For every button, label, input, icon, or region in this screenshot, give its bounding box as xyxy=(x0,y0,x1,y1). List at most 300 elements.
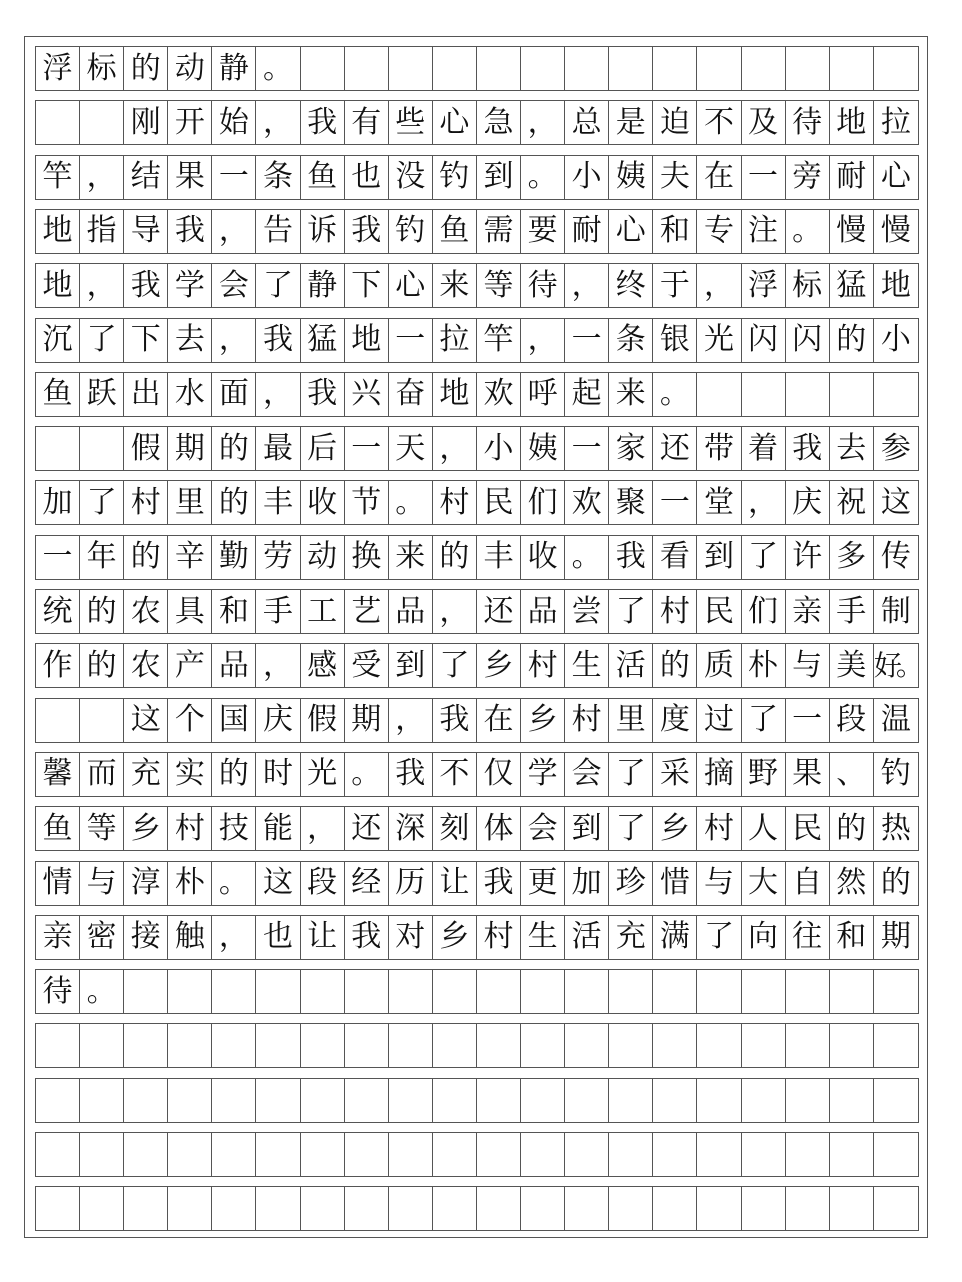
grid-row xyxy=(35,1023,919,1068)
grid-cell xyxy=(80,101,124,144)
grid-cell xyxy=(345,1133,389,1176)
grid-cell: 品 xyxy=(389,590,433,633)
grid-cell: 参 xyxy=(880,430,911,466)
grid-cell xyxy=(36,427,80,470)
grid-cell xyxy=(80,1187,124,1230)
grid-cell: 乡 xyxy=(653,807,697,850)
grid-cell: 。 xyxy=(256,47,300,90)
grid-cell: 村 xyxy=(433,481,477,524)
grid-cell: 钓 xyxy=(433,156,477,199)
grid-cell xyxy=(168,1079,212,1122)
grid-cell xyxy=(168,970,212,1013)
grid-cell: 品 xyxy=(212,644,256,687)
grid-cell: 总 xyxy=(565,101,609,144)
grid-cell: 向 xyxy=(742,916,786,959)
grid-cell: 祝 xyxy=(830,481,874,524)
grid-row xyxy=(35,969,919,1014)
grid-cell: 实 xyxy=(168,753,212,796)
grid-cell: 结 xyxy=(124,156,168,199)
grid-row xyxy=(35,209,919,254)
grid-cell: 等 xyxy=(477,264,521,307)
grid-cell xyxy=(345,1079,389,1122)
grid-cell: 手 xyxy=(830,590,874,633)
grid-cell: 刚 xyxy=(124,101,168,144)
grid-cell: 往 xyxy=(786,916,830,959)
grid-cell: 乡 xyxy=(433,916,477,959)
grid-cell: 拉 xyxy=(433,319,477,362)
grid-cell: 在 xyxy=(477,699,521,742)
grid-cell: 小 xyxy=(477,427,521,470)
grid-cell: ， xyxy=(80,156,124,199)
grid-cell xyxy=(830,373,874,416)
grid-cell: 对 xyxy=(389,916,433,959)
grid-cell: 跃 xyxy=(80,373,124,416)
grid-cell: 满 xyxy=(653,916,697,959)
grid-cell: 了 xyxy=(433,644,477,687)
grid-cell: 我 xyxy=(301,373,345,416)
grid-cell xyxy=(212,1024,256,1067)
grid-cell: 村 xyxy=(168,807,212,850)
grid-cell xyxy=(653,1187,697,1230)
grid-cell xyxy=(653,1079,697,1122)
grid-cell xyxy=(874,1187,918,1230)
grid-cell xyxy=(80,1133,124,1176)
grid-cell: 勤 xyxy=(212,536,256,579)
grid-cell: 惜 xyxy=(653,862,697,905)
grid-cell xyxy=(521,970,565,1013)
grid-cell xyxy=(477,47,521,90)
grid-cell xyxy=(521,1133,565,1176)
grid-cell: 人 xyxy=(742,807,786,850)
grid-cell xyxy=(477,1024,521,1067)
grid-cell: 的 xyxy=(433,536,477,579)
grid-cell xyxy=(168,1187,212,1230)
grid-cell: 到 xyxy=(565,807,609,850)
grid-cell: 我 xyxy=(124,264,168,307)
grid-cell: 感 xyxy=(301,644,345,687)
grid-cell: 地 xyxy=(36,210,80,253)
grid-cell: 于 xyxy=(653,264,697,307)
grid-cell xyxy=(36,1024,80,1067)
grid-cell xyxy=(433,1133,477,1176)
grid-cell: 乡 xyxy=(477,644,521,687)
grid-cell: 工 xyxy=(301,590,345,633)
grid-cell: 去 xyxy=(168,319,212,362)
grid-cell xyxy=(609,1187,653,1230)
grid-cell: 姨 xyxy=(521,427,565,470)
grid-cell: 。 xyxy=(389,481,433,524)
grid-row xyxy=(35,589,919,634)
grid-cell xyxy=(697,970,741,1013)
grid-row xyxy=(35,1132,919,1177)
grid-cell xyxy=(212,1079,256,1122)
grid-cell: 我 xyxy=(477,862,521,905)
grid-cell: 心 xyxy=(609,210,653,253)
grid-cell: ， xyxy=(389,699,433,742)
grid-cell xyxy=(521,1079,565,1122)
grid-cell: 闪 xyxy=(742,319,786,362)
grid-cell: 耐 xyxy=(565,210,609,253)
grid-cell: 面 xyxy=(212,373,256,416)
grid-row xyxy=(35,535,919,580)
grid-cell: 还 xyxy=(653,427,697,470)
grid-cell: 姨 xyxy=(609,156,653,199)
grid-row xyxy=(35,1186,919,1231)
grid-cell: 下 xyxy=(124,319,168,362)
grid-cell: 心 xyxy=(433,101,477,144)
grid-cell xyxy=(786,373,830,416)
grid-cell: 民 xyxy=(477,481,521,524)
grid-cell: 里 xyxy=(609,699,653,742)
grid-cell xyxy=(168,1024,212,1067)
grid-cell: 仅 xyxy=(477,753,521,796)
grid-cell: 会 xyxy=(521,807,565,850)
grid-cell xyxy=(124,1079,168,1122)
grid-cell: ， xyxy=(301,807,345,850)
grid-cell xyxy=(565,1024,609,1067)
grid-cell: 技 xyxy=(212,807,256,850)
grid-cell: 看 xyxy=(653,536,697,579)
grid-cell: 野 xyxy=(742,753,786,796)
grid-cell: ， xyxy=(256,101,300,144)
grid-cell: ， xyxy=(256,644,300,687)
grid-cell xyxy=(830,1024,874,1067)
grid-cell xyxy=(389,970,433,1013)
grid-cell: 节 xyxy=(345,481,389,524)
grid-cell: 民 xyxy=(697,590,741,633)
grid-cell xyxy=(301,1133,345,1176)
grid-cell: 的 xyxy=(212,753,256,796)
grid-cell xyxy=(565,1079,609,1122)
grid-cell xyxy=(609,47,653,90)
grid-cell: 了 xyxy=(609,807,653,850)
grid-cell: 鱼 xyxy=(36,807,80,850)
grid-cell: 一 xyxy=(345,427,389,470)
grid-cell: 竿 xyxy=(477,319,521,362)
grid-cell: 最 xyxy=(256,427,300,470)
grid-cell: ， xyxy=(565,264,609,307)
grid-cell: 热 xyxy=(880,810,911,846)
grid-cell xyxy=(786,1133,830,1176)
grid-cell xyxy=(80,1079,124,1122)
grid-cell: 村 xyxy=(653,590,697,633)
grid-cell: 慢 xyxy=(880,213,911,249)
grid-cell: 条 xyxy=(609,319,653,362)
grid-cell: 们 xyxy=(742,590,786,633)
grid-cell: 了 xyxy=(697,916,741,959)
grid-cell: 夫 xyxy=(653,156,697,199)
grid-cell: 我 xyxy=(345,210,389,253)
grid-cell xyxy=(786,47,830,90)
grid-cell: 多 xyxy=(830,536,874,579)
grid-cell: 过 xyxy=(697,699,741,742)
grid-cell xyxy=(609,970,653,1013)
grid-cell: 充 xyxy=(609,916,653,959)
grid-cell xyxy=(389,1024,433,1067)
grid-cell: 收 xyxy=(301,481,345,524)
grid-cell xyxy=(653,47,697,90)
grid-cell: 活 xyxy=(609,644,653,687)
grid-cell xyxy=(521,1024,565,1067)
grid-cell: 竿 xyxy=(36,156,80,199)
grid-cell: 地 xyxy=(830,101,874,144)
grid-cell: 亲 xyxy=(786,590,830,633)
grid-cell: 不 xyxy=(433,753,477,796)
grid-cell: 欢 xyxy=(565,481,609,524)
grid-row xyxy=(35,698,919,743)
grid-cell xyxy=(786,1024,830,1067)
grid-cell: 带 xyxy=(697,427,741,470)
grid-cell: 的 xyxy=(124,47,168,90)
grid-cell: 光 xyxy=(697,319,741,362)
grid-cell: 。 xyxy=(653,373,697,416)
grid-cell: 呼 xyxy=(521,373,565,416)
grid-cell xyxy=(80,427,124,470)
grid-cell: 动 xyxy=(168,47,212,90)
grid-cell: 浮 xyxy=(36,47,80,90)
grid-cell: 到 xyxy=(477,156,521,199)
grid-cell: 国 xyxy=(212,699,256,742)
grid-cell: 珍 xyxy=(609,862,653,905)
grid-cell: 了 xyxy=(609,753,653,796)
grid-cell: 质 xyxy=(697,644,741,687)
grid-cell: 生 xyxy=(565,644,609,687)
grid-cell: 尝 xyxy=(565,590,609,633)
grid-cell: 慢 xyxy=(830,210,874,253)
grid-cell: 迫 xyxy=(653,101,697,144)
grid-row xyxy=(35,752,919,797)
grid-cell: 及 xyxy=(742,101,786,144)
grid-cell: 美 xyxy=(830,644,874,687)
grid-cell: 收 xyxy=(521,536,565,579)
grid-cell xyxy=(345,970,389,1013)
grid-cell: 假 xyxy=(301,699,345,742)
grid-cell xyxy=(697,1079,741,1122)
grid-cell: 活 xyxy=(565,916,609,959)
grid-cell: 专 xyxy=(697,210,741,253)
grid-cell xyxy=(521,47,565,90)
grid-cell: 期 xyxy=(880,919,911,955)
grid-cell: 摘 xyxy=(697,753,741,796)
grid-cell xyxy=(697,1024,741,1067)
grid-cell: 果 xyxy=(168,156,212,199)
grid-cell: 我 xyxy=(345,916,389,959)
grid-cell: 刻 xyxy=(433,807,477,850)
grid-cell: 庆 xyxy=(256,699,300,742)
grid-cell: 学 xyxy=(521,753,565,796)
grid-cell: 期 xyxy=(168,427,212,470)
grid-cell: 终 xyxy=(609,264,653,307)
grid-cell: 猛 xyxy=(301,319,345,362)
grid-cell xyxy=(477,970,521,1013)
grid-cell: 乡 xyxy=(124,807,168,850)
grid-cell: 淳 xyxy=(124,862,168,905)
grid-cell xyxy=(433,1187,477,1230)
grid-cell: 农 xyxy=(124,644,168,687)
grid-cell xyxy=(301,1024,345,1067)
grid-cell: 年 xyxy=(80,536,124,579)
grid-cell: 触 xyxy=(168,916,212,959)
grid-cell: 辛 xyxy=(168,536,212,579)
grid-cell: 去 xyxy=(830,427,874,470)
grid-cell: ， xyxy=(80,264,124,307)
grid-cell: 急 xyxy=(477,101,521,144)
grid-cell xyxy=(345,1024,389,1067)
grid-cell: 地 xyxy=(36,264,80,307)
grid-cell: 这 xyxy=(880,484,911,520)
grid-cell: 受 xyxy=(345,644,389,687)
grid-cell: 一 xyxy=(389,319,433,362)
grid-cell: 的 xyxy=(830,807,874,850)
grid-cell: 来 xyxy=(609,373,653,416)
grid-cell: 小 xyxy=(565,156,609,199)
grid-cell: 庆 xyxy=(786,481,830,524)
grid-cell xyxy=(389,47,433,90)
grid-cell xyxy=(565,1187,609,1230)
grid-cell xyxy=(212,970,256,1013)
grid-cell xyxy=(742,1133,786,1176)
grid-cell: 的 xyxy=(80,644,124,687)
grid-cell: 里 xyxy=(168,481,212,524)
grid-cell xyxy=(36,101,80,144)
grid-cell xyxy=(477,1187,521,1230)
grid-cell: 和 xyxy=(830,916,874,959)
grid-cell: 体 xyxy=(477,807,521,850)
grid-row xyxy=(35,155,919,200)
grid-cell xyxy=(256,1024,300,1067)
grid-cell xyxy=(653,1133,697,1176)
grid-cell: 朴 xyxy=(742,644,786,687)
grid-cell xyxy=(36,1187,80,1230)
grid-cell: 一 xyxy=(565,427,609,470)
grid-cell: 与 xyxy=(80,862,124,905)
grid-cell: 充 xyxy=(124,753,168,796)
grid-cell xyxy=(389,1079,433,1122)
grid-cell xyxy=(301,47,345,90)
grid-cell: 丰 xyxy=(477,536,521,579)
grid-cell: ， xyxy=(212,916,256,959)
grid-cell: 了 xyxy=(80,319,124,362)
grid-cell: 欢 xyxy=(477,373,521,416)
grid-cell: 经 xyxy=(345,862,389,905)
grid-row xyxy=(35,806,919,851)
grid-cell: 我 xyxy=(433,699,477,742)
grid-cell xyxy=(830,47,874,90)
grid-cell xyxy=(256,1079,300,1122)
grid-cell xyxy=(345,1187,389,1230)
grid-cell: 一 xyxy=(742,156,786,199)
grid-cell: 、 xyxy=(830,753,874,796)
grid-cell xyxy=(742,1024,786,1067)
grid-cell: 村 xyxy=(697,807,741,850)
grid-cell xyxy=(124,1024,168,1067)
grid-cell: 待 xyxy=(521,264,565,307)
grid-cell: 历 xyxy=(389,862,433,905)
grid-cell: 一 xyxy=(653,481,697,524)
grid-cell: 村 xyxy=(477,916,521,959)
grid-cell: 统 xyxy=(36,590,80,633)
grid-cell: 的 xyxy=(830,319,874,362)
grid-cell: 。 xyxy=(565,536,609,579)
grid-cell: 是 xyxy=(609,101,653,144)
grid-cell: 来 xyxy=(389,536,433,579)
grid-cell xyxy=(433,970,477,1013)
grid-cell xyxy=(301,970,345,1013)
grid-cell: 光 xyxy=(301,753,345,796)
grid-cell: ， xyxy=(697,264,741,307)
grid-cell xyxy=(389,1133,433,1176)
grid-cell: 心 xyxy=(880,159,911,195)
grid-cell: 深 xyxy=(389,807,433,850)
grid-cell: 小 xyxy=(880,322,911,357)
grid-cell: 馨 xyxy=(36,753,80,796)
grid-cell xyxy=(36,1079,80,1122)
grid-cell xyxy=(786,1079,830,1122)
grid-cell xyxy=(301,1079,345,1122)
grid-cell: 猛 xyxy=(830,264,874,307)
grid-cell: 温 xyxy=(880,702,911,738)
grid-cell xyxy=(124,970,168,1013)
grid-cell: 丰 xyxy=(256,481,300,524)
grid-cell: 下 xyxy=(345,264,389,307)
grid-cell xyxy=(477,1133,521,1176)
grid-cell: 标 xyxy=(80,47,124,90)
grid-cell: 在 xyxy=(697,156,741,199)
grid-cell: 了 xyxy=(609,590,653,633)
composition-grid-sheet xyxy=(24,36,928,1238)
grid-cell: 作 xyxy=(36,644,80,687)
grid-cell: 一 xyxy=(565,319,609,362)
grid-cell: 天 xyxy=(389,427,433,470)
grid-cell: 制 xyxy=(880,593,911,629)
grid-row xyxy=(35,372,919,417)
grid-cell: 段 xyxy=(830,699,874,742)
grid-cell: 水 xyxy=(168,373,212,416)
grid-cell: ， xyxy=(212,210,256,253)
grid-cell: 了 xyxy=(256,264,300,307)
grid-cell: 许 xyxy=(786,536,830,579)
grid-cell: 与 xyxy=(786,644,830,687)
grid-cell: 闪 xyxy=(786,319,830,362)
grid-cell: 和 xyxy=(653,210,697,253)
grid-cell xyxy=(874,970,918,1013)
grid-cell: 地 xyxy=(880,267,911,303)
grid-cell: 旁 xyxy=(786,156,830,199)
grid-cell: 堂 xyxy=(697,481,741,524)
grid-cell xyxy=(609,1079,653,1122)
grid-cell: ， xyxy=(433,427,477,470)
grid-cell: 与 xyxy=(697,862,741,905)
grid-cell: 家 xyxy=(609,427,653,470)
grid-cell: 有 xyxy=(345,101,389,144)
grid-row xyxy=(35,100,919,145)
grid-cell: 自 xyxy=(786,862,830,905)
grid-cell: 了 xyxy=(742,536,786,579)
grid-cell: 也 xyxy=(345,156,389,199)
grid-cell: 亲 xyxy=(36,916,80,959)
grid-cell: 让 xyxy=(301,916,345,959)
grid-cell xyxy=(874,47,918,90)
grid-cell: 好。 xyxy=(873,648,918,682)
grid-cell xyxy=(830,1079,874,1122)
grid-cell: 我 xyxy=(256,319,300,362)
grid-cell: 指 xyxy=(80,210,124,253)
grid-cell: 还 xyxy=(345,807,389,850)
grid-cell: 地 xyxy=(433,373,477,416)
grid-cell xyxy=(742,970,786,1013)
grid-cell: 地 xyxy=(345,319,389,362)
grid-cell: ， xyxy=(212,319,256,362)
